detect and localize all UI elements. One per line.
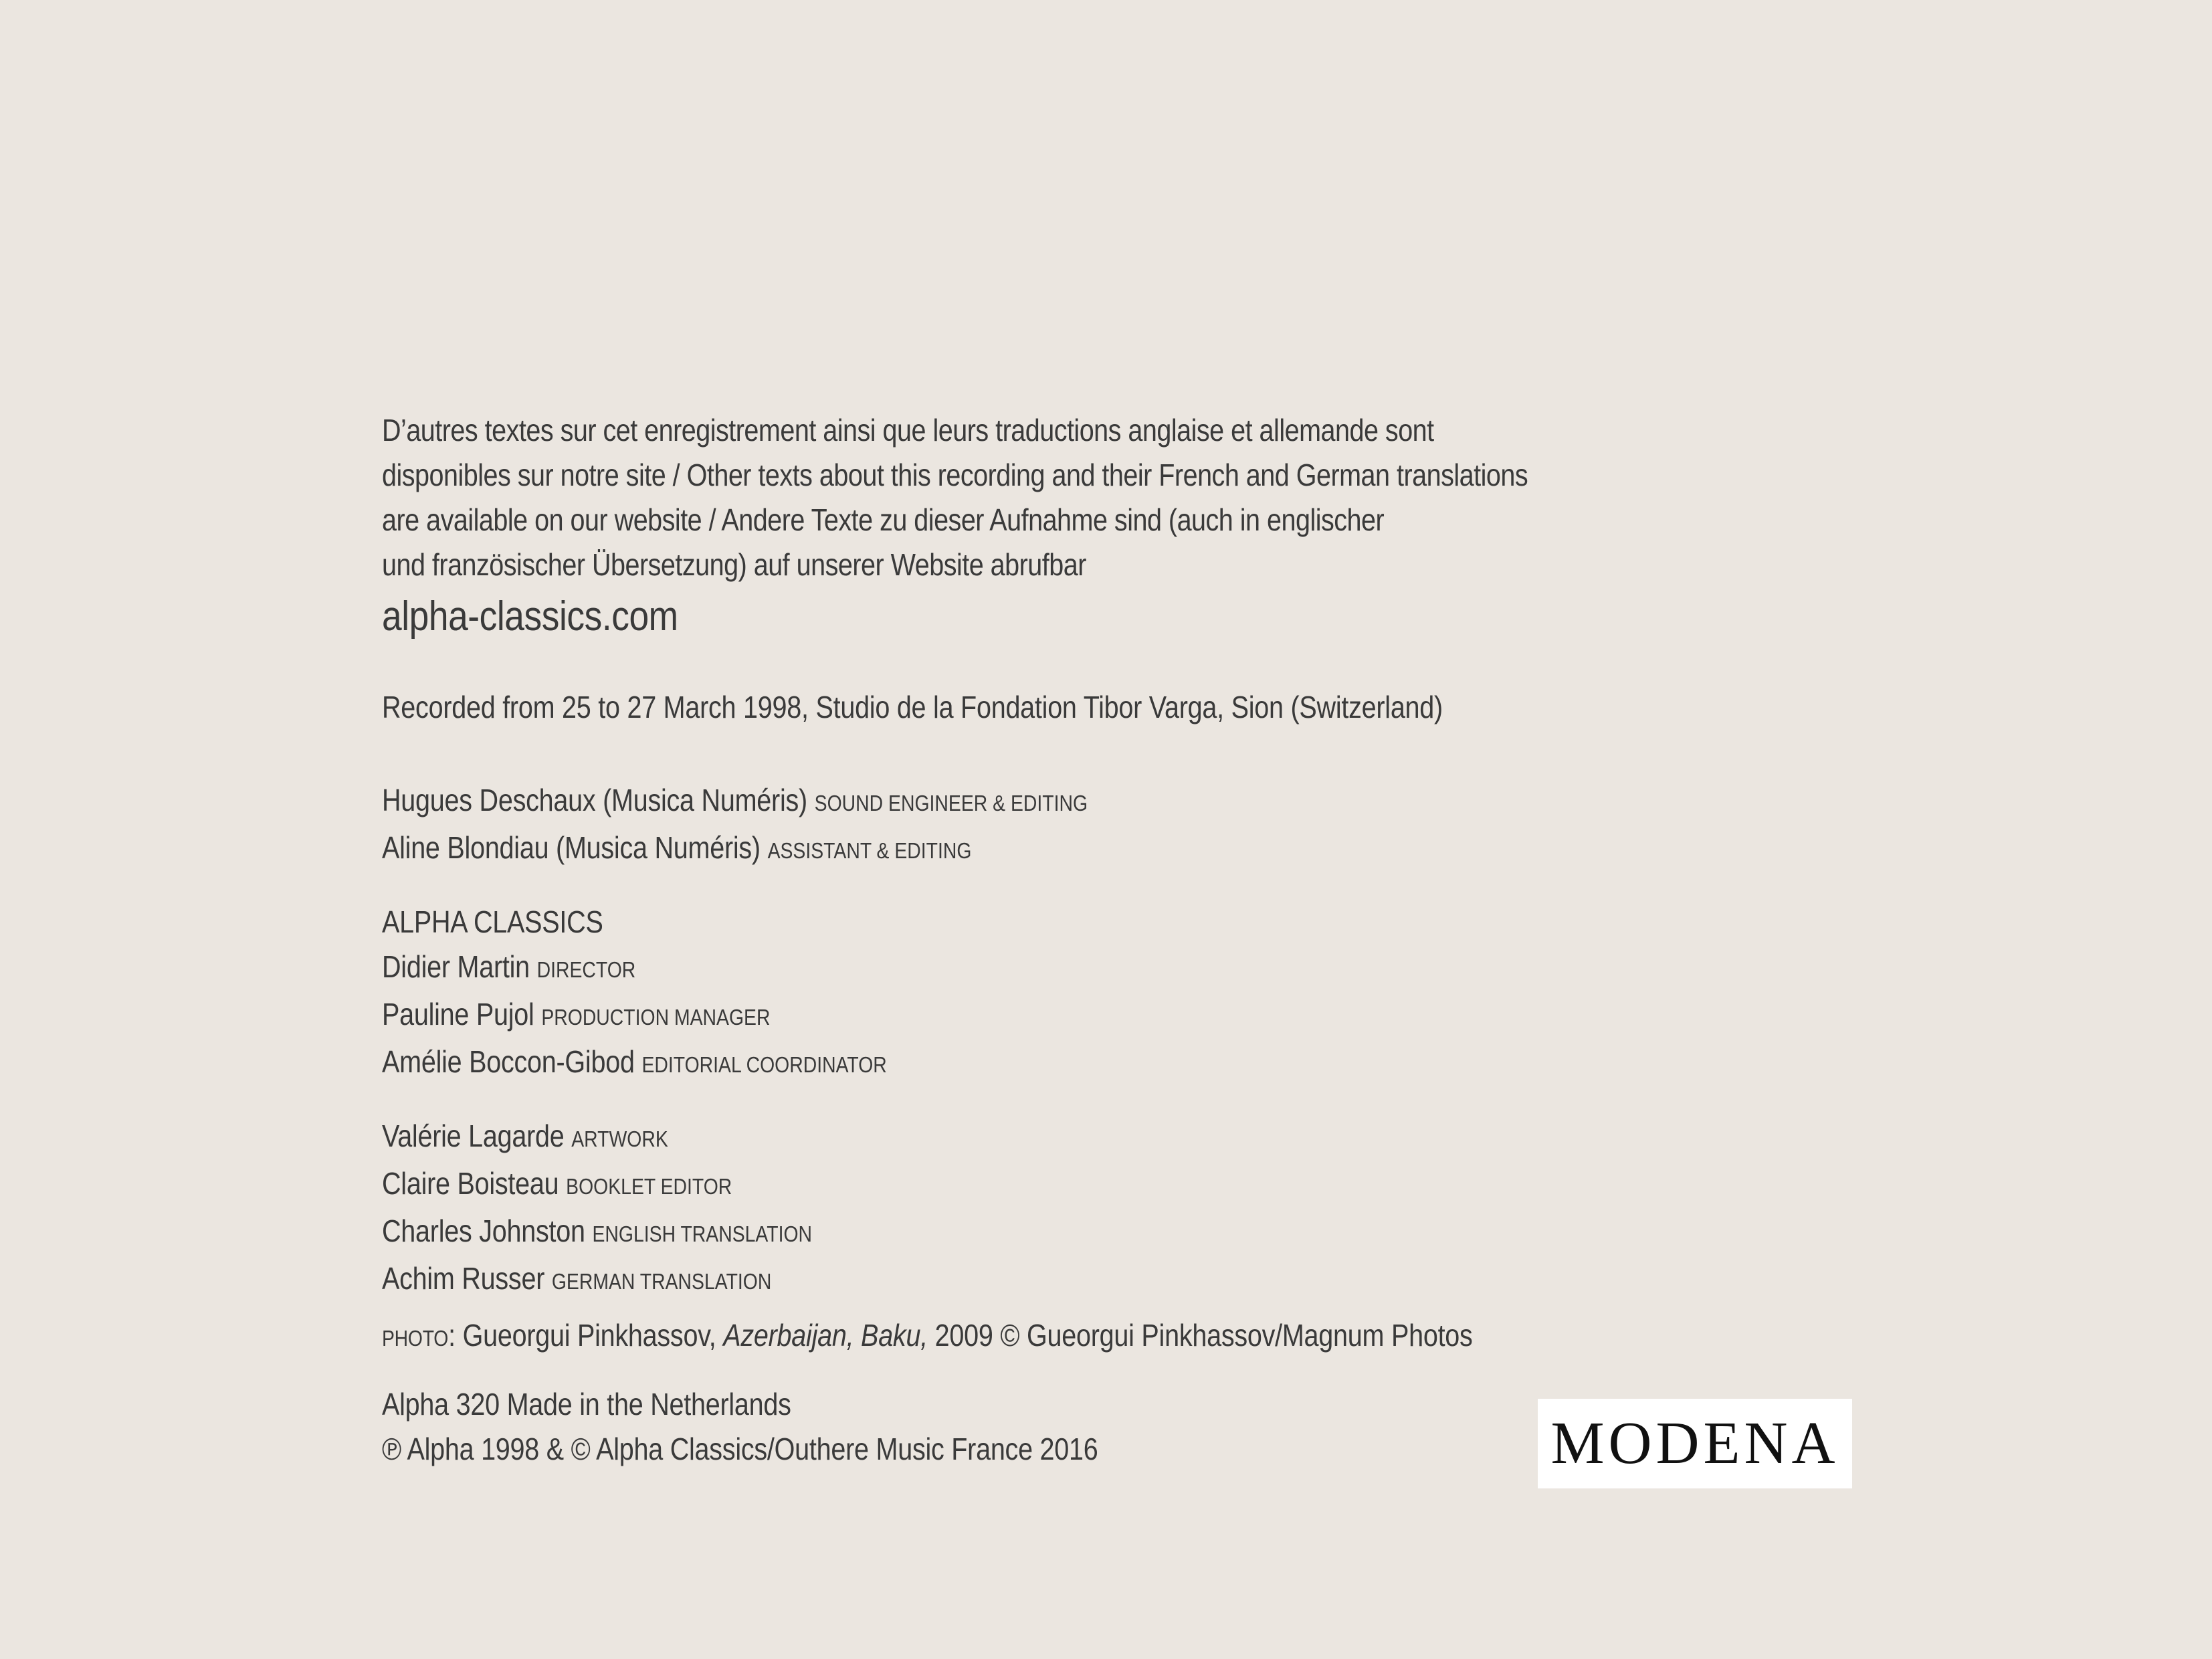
credit-line bbox=[382, 945, 1647, 992]
photo-copyright: 2009 © Gueorgui Pinkhassov/Magnum Photos bbox=[927, 1318, 1473, 1353]
photo-photographer: : Gueorgui Pinkhassov, bbox=[448, 1318, 724, 1353]
translations-note bbox=[382, 408, 1791, 587]
modena-logo bbox=[1538, 1399, 1852, 1488]
credit-role: DIRECTOR bbox=[536, 957, 636, 982]
credit-role: PRODUCTION MANAGER bbox=[541, 1005, 771, 1030]
credit-line bbox=[382, 1209, 1647, 1256]
translations-note-line-4: und französischer Übersetzung) auf unserer Website abrufbar bbox=[382, 547, 1086, 582]
credit-line bbox=[382, 1040, 1647, 1087]
translations-note-line-1: D’autres textes sur cet enregistrement ainsi que leurs traductions anglaise et allemande sont bbox=[382, 413, 1434, 448]
credit-line bbox=[382, 1114, 1647, 1161]
translations-note-line-3: are available on our website / Andere Texte zu dieser Aufnahme sind (auch in englischer bbox=[382, 502, 1385, 537]
credit-role: GERMAN TRANSLATION bbox=[551, 1269, 772, 1294]
photo-title: Azerbaijan, Baku, bbox=[723, 1318, 928, 1353]
credit-name: Hugues Deschaux (Musica Numéris) bbox=[382, 783, 807, 817]
credit-role: EDITORIAL COORDINATOR bbox=[641, 1052, 887, 1077]
credit-line bbox=[382, 825, 1647, 873]
credit-line bbox=[382, 1256, 1647, 1304]
credit-line bbox=[382, 992, 1647, 1040]
credit-name: Claire Boisteau bbox=[382, 1166, 559, 1201]
photo-credit bbox=[382, 1313, 1647, 1361]
website-link[interactable]: alpha-classics.com bbox=[382, 593, 678, 640]
photo-credit-line bbox=[382, 1313, 1647, 1361]
credit-line bbox=[382, 778, 1647, 825]
recording-info: Recorded from 25 to 27 March 1998, Studio de la Fondation Tibor Varga, Sion (Switzerland) bbox=[382, 690, 1443, 724]
photo-label: PHOTO bbox=[382, 1326, 449, 1351]
credit-role: BOOKLET EDITOR bbox=[566, 1174, 732, 1199]
credit-name: Pauline Pujol bbox=[382, 997, 534, 1032]
credit-line bbox=[382, 1161, 1647, 1209]
credit-name: Valérie Lagarde bbox=[382, 1118, 565, 1153]
copyright-footer bbox=[382, 1382, 1647, 1472]
catalog-line: Alpha 320 Made in the Netherlands bbox=[382, 1387, 791, 1422]
production-credits bbox=[382, 1114, 1647, 1304]
label-heading: ALPHA CLASSICS bbox=[382, 904, 603, 939]
copyright-line: ℗ Alpha 1998 & © Alpha Classics/Outhere Music France 2016 bbox=[382, 1432, 1098, 1466]
credit-name: Aline Blondiau (Musica Numéris) bbox=[382, 830, 761, 865]
credit-role: ENGLISH TRANSLATION bbox=[592, 1222, 813, 1246]
modena-logo-text: MODENA bbox=[1550, 1410, 1839, 1476]
credit-name: Charles Johnston bbox=[382, 1213, 585, 1248]
label-credits bbox=[382, 900, 1647, 1087]
engineering-credits bbox=[382, 778, 1647, 873]
credit-name: Amélie Boccon-Gibod bbox=[382, 1044, 635, 1079]
credits-content bbox=[382, 408, 1853, 1476]
credit-name: Didier Martin bbox=[382, 949, 530, 984]
credit-role: SOUND ENGINEER & EDITING bbox=[814, 791, 1088, 815]
credit-role: ASSISTANT & EDITING bbox=[767, 838, 972, 863]
credit-name: Achim Russer bbox=[382, 1261, 545, 1296]
credit-role: ARTWORK bbox=[571, 1127, 668, 1151]
translations-note-line-2: disponibles sur notre site / Other texts about this recording and their French and German translations bbox=[382, 458, 1528, 492]
